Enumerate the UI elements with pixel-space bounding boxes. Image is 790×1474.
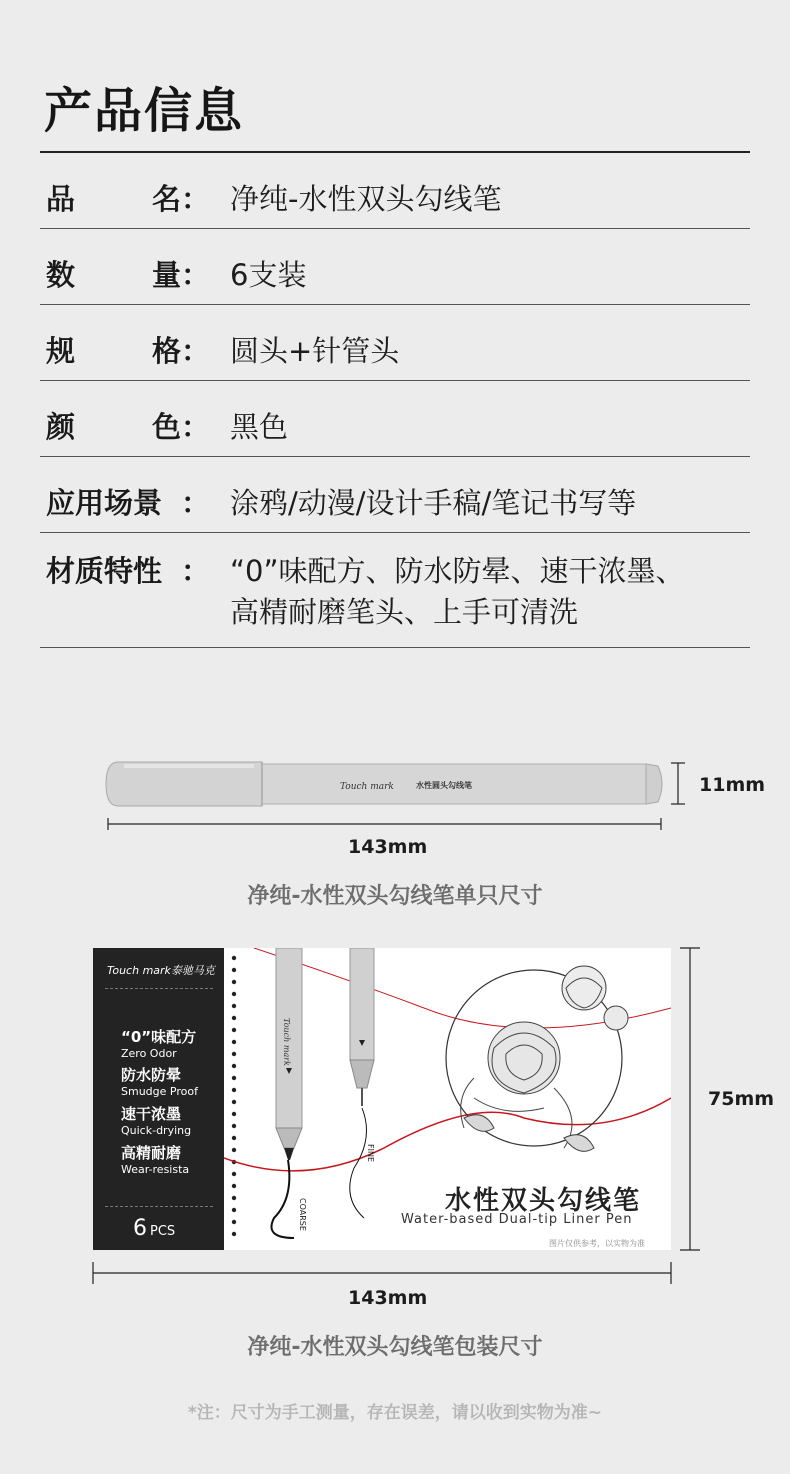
pen-print: 水性圆头勾线笔 <box>416 781 472 790</box>
package-feature-en: Zero Odor <box>121 1047 177 1060</box>
spec-row-name <box>40 153 750 229</box>
package-width-label: 143mm <box>348 1287 428 1309</box>
coarse-tip-label: COARSE <box>298 1198 307 1231</box>
package-note: 图片仅供参考，以实物为准 <box>549 1239 645 1248</box>
spec-label-part: 规 <box>46 334 76 368</box>
package-feature-zh: “0”味配方 <box>121 1028 197 1046</box>
spec-label <box>40 483 230 524</box>
spec-label-part: 名： <box>151 182 210 216</box>
spec-value: 6支装 <box>230 258 307 292</box>
spec-label-part: 应用场景 <box>46 486 163 520</box>
package-feature-zh: 速干浓墨 <box>121 1105 182 1123</box>
package-count-unit: PCS <box>150 1224 176 1239</box>
package-caption: 净纯-水性双头勾线笔包装尺寸 <box>247 1335 543 1360</box>
spec-value: 净纯-水性双头勾线笔 <box>230 182 502 216</box>
spec-value <box>230 551 750 633</box>
package-feature-en: Quick-drying <box>121 1124 192 1137</box>
package-dimensions <box>0 940 790 1290</box>
spec-label-part: 量： <box>151 258 210 292</box>
package-count-number: 6 <box>133 1216 147 1241</box>
pen-illustration <box>0 740 790 850</box>
spec-value-line: “0”味配方、防水防晕、速干浓墨、 <box>230 554 685 588</box>
package-feature-en: Smudge Proof <box>121 1085 198 1098</box>
package-product-subtitle: Water-based Dual-tip Liner Pen <box>401 1212 633 1227</box>
spec-row-usage <box>40 457 750 533</box>
spec-value: 黑色 <box>230 410 289 444</box>
spec-table <box>40 153 750 648</box>
spec-label-part: ： <box>180 486 210 520</box>
footnote: *注：尺寸为手工测量，存在误差，请以收到实物为准~ <box>187 1403 603 1423</box>
spec-label-part: ： <box>180 554 210 588</box>
fine-tip-label: FINE <box>366 1144 375 1162</box>
package-height-label: 75mm <box>708 1088 775 1110</box>
pen-height-dimension <box>671 763 685 804</box>
spec-row-features <box>40 533 750 648</box>
spec-value-line: 高精耐磨笔头、上手可清洗 <box>230 595 579 629</box>
spec-row-spec <box>40 305 750 381</box>
spec-row-color <box>40 381 750 457</box>
spec-label <box>40 407 230 448</box>
pen-brand: Touch mark <box>340 782 394 792</box>
package-feature-zh: 防水防晕 <box>121 1066 182 1084</box>
spec-label-part: 品 <box>46 182 76 216</box>
package-feature-zh: 高精耐磨 <box>121 1144 182 1162</box>
spec-label <box>40 255 230 296</box>
spec-label <box>40 331 230 372</box>
page-title: 产品信息 <box>44 83 245 139</box>
spec-value: 圆头+针管头 <box>230 334 400 368</box>
package-brand: Touch mark泰驰马克 <box>107 964 215 977</box>
spec-label <box>40 551 230 592</box>
svg-text:Touch mark: Touch mark <box>282 1018 291 1066</box>
spec-label-part: 颜 <box>46 410 76 444</box>
spec-value: 涂鸦/动漫/设计手稿/笔记书写等 <box>230 486 637 520</box>
spec-label-part: 材质特性 <box>46 554 163 588</box>
package-feature-en: Wear-resista <box>121 1163 190 1176</box>
pen-caption: 净纯-水性双头勾线笔单只尺寸 <box>247 884 543 909</box>
package-product-title: 水性双头勾线笔 <box>445 1186 642 1216</box>
spec-label-part: 格： <box>151 334 210 368</box>
spec-label <box>40 179 230 220</box>
pen-width-label: 143mm <box>348 836 428 858</box>
pen-height-label: 11mm <box>699 774 766 796</box>
spec-label-part: 色： <box>151 410 210 444</box>
spec-row-quantity <box>40 229 750 305</box>
pen-width-dimension <box>108 818 661 830</box>
spec-label-part: 数 <box>46 258 76 292</box>
